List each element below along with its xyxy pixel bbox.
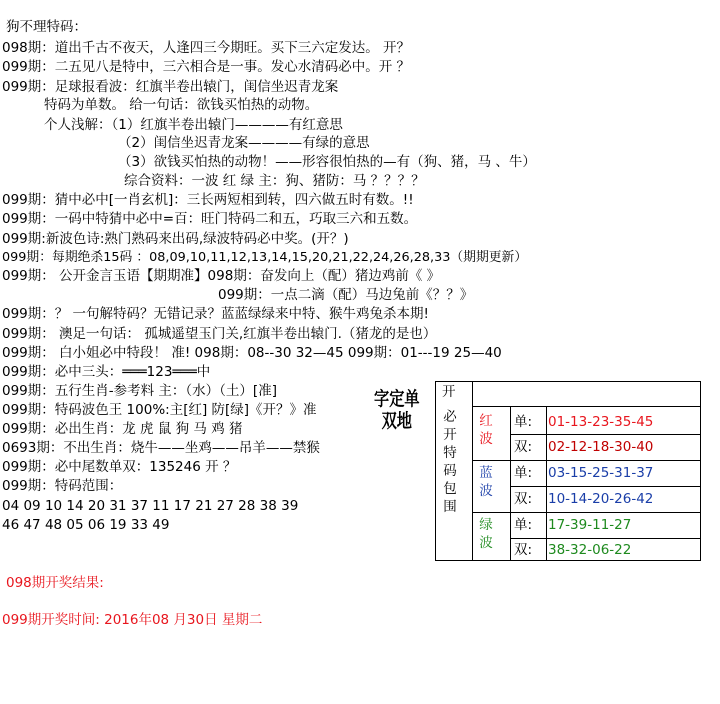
table-divider (510, 434, 700, 435)
text-line: 099期：特码波色王 100%:主[红] 防[绿]《开？》准 (2, 402, 317, 418)
text-line: 099期：必中尾数单双：135246 开 ？ (2, 459, 237, 475)
text-line: 099期：五行生肖-参考料 主：（水）（土）[准] (2, 383, 277, 399)
text-line: （2）闺信坐迟青龙案————有绿的意思 (118, 135, 370, 151)
text-line: 099期：二五见八是特中，三六相合是一事。发心水清码必中。开 ？ (2, 59, 411, 75)
red-even-numbers: 02-12-18-30-40 (548, 439, 654, 455)
text-line: 099期： 公开金言玉语【期期准】098期：奋发向上（配）猪边鸡前《 》 (2, 268, 441, 284)
number-range-line: 46 47 48 05 06 19 33 49 (2, 517, 170, 533)
table-divider (472, 382, 473, 560)
text-line: 099期：？ 一句解特码？无错记录？蓝蓝绿绿来中特、猴牛鸡兔杀本期! (2, 306, 429, 322)
text-line: 099期：每期绝杀15码 ：08,09,10,11,12,13,14,15,20,21,22,24,26,28,33（期期更新） (2, 250, 528, 265)
table-divider (472, 512, 510, 513)
row-tag: 单: (514, 465, 533, 481)
blue-even-numbers: 10-14-20-26-42 (548, 491, 654, 507)
text-line: 099期：足球报看波：红旗半卷出辕门，闺信坐迟青龙案 (2, 79, 339, 95)
text-line: 特码为单数。 给一句话：欲钱买怕热的动物。 (44, 97, 319, 113)
text-line: 099期：必中三头：═══123═══中 (2, 364, 211, 380)
text-line: 099期： 白小姐必中特段！ 准! 098期：08--30 32—45 099期：01---19 25—40 (2, 345, 502, 361)
text-line: 099期：必出生肖：龙 虎 鼠 狗 马 鸡 猪 (2, 421, 243, 437)
table-divider (510, 512, 700, 513)
row-tag: 双: (514, 542, 533, 558)
blue-odd-numbers: 03-15-25-31-37 (548, 465, 654, 481)
text-line: 099期:新波色诗:熟门熟码来出码,绿波特码必中奖。(开？) (2, 231, 349, 247)
row-tag: 单: (514, 414, 533, 430)
table-divider (510, 406, 511, 560)
number-range-line: 04 09 10 14 20 31 37 11 17 21 27 28 38 39 (2, 498, 299, 514)
text-line: 综合资料：一波 红 绿 主：狗、猪防：马 ？？？？ (124, 173, 425, 189)
table-header: 开 (442, 384, 456, 400)
green-even-numbers: 38-32-06-22 (548, 542, 632, 558)
draw-time: 099期开奖时间: 2016年08 月30日 星期二 (2, 612, 263, 628)
row-tag: 单: (514, 517, 533, 533)
text-line: 099期：一点二滴（配）马边兔前《？？》 (218, 287, 474, 303)
table-divider (510, 460, 700, 461)
table-side-label: 必开特码包围 (443, 409, 457, 515)
wave-label-green: 绿波 (479, 517, 493, 551)
wave-label-blue: 蓝波 (479, 465, 493, 499)
table-divider (510, 486, 700, 487)
big-heading-text: 字定单双地 (373, 388, 420, 432)
special-code-table (435, 381, 701, 561)
text-line: 098期：道出千古不夜天，人逢四三今期旺。买下三六定发达。 开？ (2, 40, 411, 56)
text-line: 099期：特码范围： (2, 478, 123, 494)
row-tag: 双: (514, 439, 533, 455)
text-line: 个人浅解：（1）红旗半卷出辕门————有红意思 (44, 117, 343, 133)
text-line: 099期：一码中特猜中必中=百：旺门特码二和五，巧取三六和五数。 (2, 211, 418, 227)
green-odd-numbers: 17-39-11-27 (548, 517, 632, 533)
red-odd-numbers: 01-13-23-35-45 (548, 414, 654, 430)
table-divider (472, 406, 700, 407)
table-divider (510, 538, 700, 539)
table-divider (472, 460, 510, 461)
text-line: 0693期：不出生肖：烧牛——坐鸡——吊羊——禁猴 (2, 440, 320, 456)
doc-title: 狗不理特码： (6, 19, 87, 35)
result-heading: 098期开奖结果: (6, 575, 104, 591)
text-line: 099期：猜中必中[一肖玄机]：三长两短相到转，四六做五时有数。!! (2, 192, 414, 208)
text-line: （3）欲钱买怕热的动物！——形容很怕热的—有（狗、猪，马 、牛） (118, 154, 536, 170)
text-line: 099期： 澳足一句话： 孤城遥望玉门关,红旗半卷出辕门.（猪龙的是也） (2, 326, 437, 342)
wave-label-red: 红波 (479, 413, 493, 447)
row-tag: 双: (514, 491, 533, 507)
table-divider (546, 406, 547, 560)
